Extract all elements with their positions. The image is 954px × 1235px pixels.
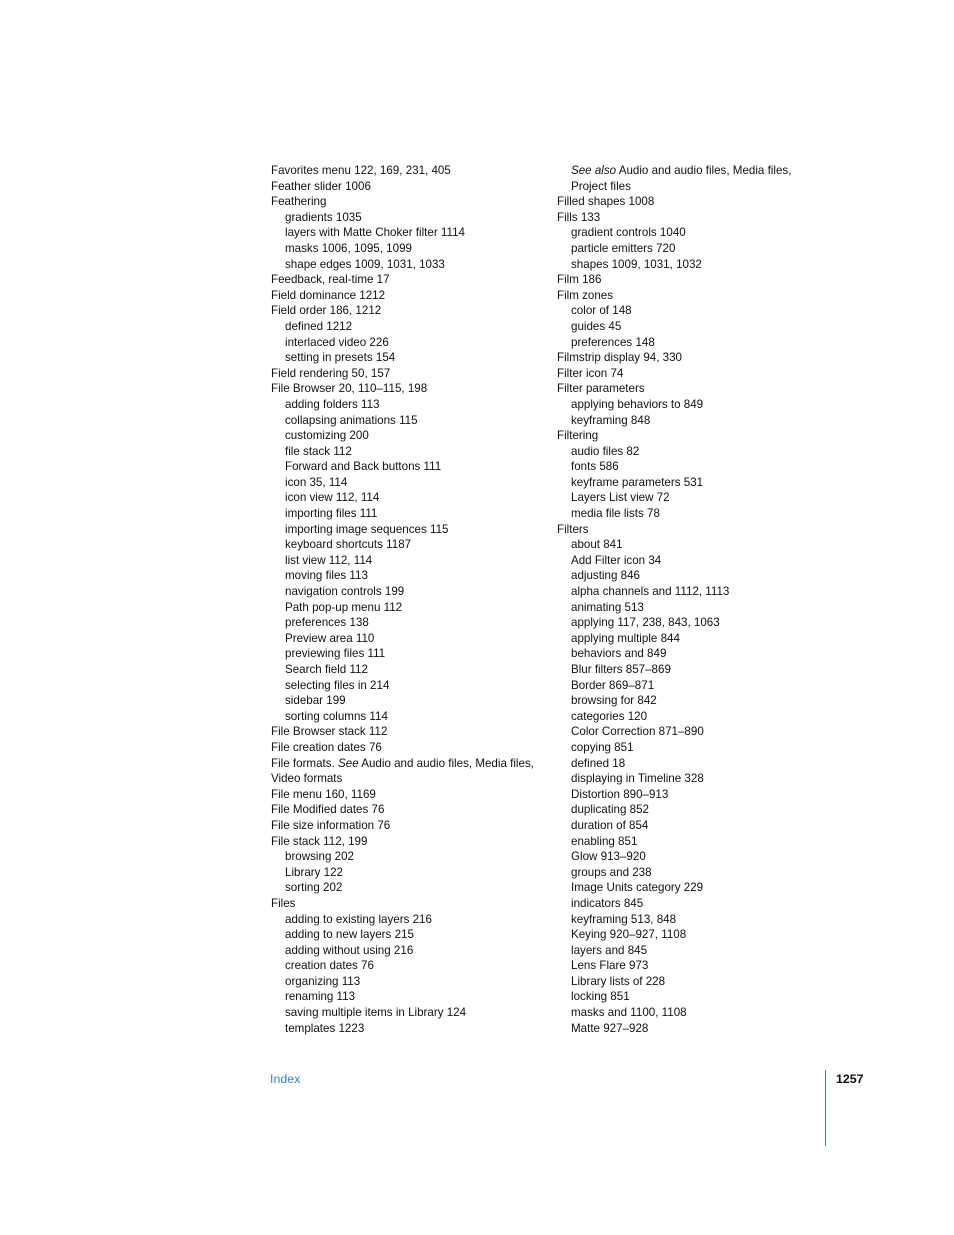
index-subentry: adjusting 846 [571, 569, 640, 583]
index-subentry: adding to new layers 215 [285, 928, 414, 942]
index-subentry: interlaced video 226 [285, 335, 389, 349]
index-subentry: layers with Matte Choker filter 1114 [285, 226, 465, 240]
index-subentry: organizing 113 [285, 974, 361, 988]
index-subentry: moving files 113 [285, 569, 368, 583]
index-entry: Filtering [557, 429, 599, 443]
index-entry: File menu 160, 1169 [271, 787, 376, 801]
index-subentry: Glow 913–920 [571, 850, 646, 864]
index-subentry: adding to existing layers 216 [285, 912, 432, 926]
index-subentry: sidebar 199 [285, 694, 346, 708]
cross-reference-targets: Audio and audio files, Media files, Video formats [271, 756, 534, 786]
index-subentry [557, 163, 827, 194]
index-subentry: alpha channels and 1112, 1113 [571, 585, 730, 599]
index-subentry: setting in presets 154 [285, 351, 396, 365]
index-subentry: masks and 1100, 1108 [571, 1006, 687, 1020]
index-subentry: guides 45 [571, 319, 622, 333]
index-subentry: about 841 [571, 538, 623, 552]
index-entry: File Modified dates 76 [271, 803, 385, 817]
index-subentry: Distortion 890–913 [571, 787, 669, 801]
page-number: 1257 [836, 1072, 864, 1086]
index-entry: Field dominance 1212 [271, 288, 386, 302]
index-subentry: Matte 927–928 [571, 1021, 649, 1035]
footer-section-label: Index [270, 1072, 301, 1086]
index-entry [271, 756, 541, 787]
cross-reference-label: See also [571, 164, 617, 177]
index-subentry: Preview area 110 [285, 631, 375, 645]
index-subentry: preferences 138 [285, 616, 369, 630]
index-subentry: list view 112, 114 [285, 553, 373, 567]
index-subentry: audio files 82 [571, 444, 640, 458]
index-subentry: color of 148 [571, 304, 632, 318]
index-subentry: selecting files in 214 [285, 678, 390, 692]
index-subentry: gradient controls 1040 [571, 226, 686, 240]
index-subentry: adding folders 113 [285, 397, 380, 411]
index-entry: Field order 186, 1212 [271, 304, 382, 318]
index-subentry: browsing for 842 [571, 694, 657, 708]
index-subentry: icon 35, 114 [285, 475, 348, 489]
index-subentry: templates 1223 [285, 1021, 365, 1035]
index-subentry: Keying 920–927, 1108 [571, 928, 687, 942]
index-column-right [557, 163, 847, 1036]
index-subentry: keyframing 848 [571, 413, 651, 427]
index-subentry: Library lists of 228 [571, 974, 666, 988]
index-entry: Filter parameters [557, 382, 645, 396]
index-subentry: renaming 113 [285, 990, 356, 1004]
index-subentry: applying 117, 238, 843, 1063 [571, 616, 720, 630]
index-subentry: importing files 111 [285, 507, 378, 521]
index-subentry: copying 851 [571, 740, 634, 754]
cross-reference-targets: Audio and audio files, Media files, Project files [571, 164, 792, 193]
index-entry: Filter icon 74 [557, 366, 624, 380]
index-entry: File Browser 20, 110–115, 198 [271, 382, 428, 396]
index-column-left [271, 163, 561, 1036]
index-subentry: shape edges 1009, 1031, 1033 [285, 257, 445, 271]
index-subentry: Lens Flare 973 [571, 959, 649, 973]
index-subentry: defined 18 [571, 756, 626, 770]
index-subentry: sorting columns 114 [285, 709, 388, 723]
index-subentry: importing image sequences 115 [285, 522, 449, 536]
index-subentry: collapsing animations 115 [285, 413, 418, 427]
index-entry: Filmstrip display 94, 330 [557, 351, 683, 365]
index-entry-term: File formats. [271, 756, 335, 770]
index-entry: File stack 112, 199 [271, 834, 368, 848]
index-subentry: Blur filters 857–869 [571, 663, 671, 676]
index-subentry: displaying in Timeline 328 [571, 772, 704, 786]
index-entry: File creation dates 76 [271, 740, 382, 754]
index-entry: Fills 133 [557, 210, 601, 224]
index-subentry: Library 122 [285, 865, 344, 879]
index-subentry: fonts 586 [571, 460, 619, 474]
index-subentry: shapes 1009, 1031, 1032 [571, 257, 702, 271]
cross-reference-label: See [338, 756, 359, 770]
index-subentry: Add Filter icon 34 [571, 553, 662, 567]
index-subentry: browsing 202 [285, 850, 354, 864]
index-entry: Feathering [271, 195, 327, 209]
index-subentry: previewing files 111 [285, 647, 386, 661]
index-subentry: navigation controls 199 [285, 585, 405, 599]
index-subentry: media file lists 78 [571, 507, 660, 521]
index-subentry: Path pop-up menu 112 [285, 600, 403, 614]
index-subentry: icon view 112, 114 [285, 491, 380, 505]
index-entry: Feedback, real-time 17 [271, 273, 390, 287]
index-subentry: masks 1006, 1095, 1099 [285, 241, 412, 255]
index-subentry: particle emitters 720 [571, 241, 676, 255]
index-subentry: applying multiple 844 [571, 631, 680, 645]
index-subentry: Image Units category 229 [571, 881, 704, 895]
index-subentry: indicators 845 [571, 896, 644, 910]
index-entry: File Browser stack 112 [271, 725, 388, 739]
footer-divider [825, 1070, 826, 1146]
index-subentry: animating 513 [571, 600, 644, 614]
index-entry: Filled shapes 1008 [557, 195, 655, 209]
index-subentry: layers and 845 [571, 943, 648, 957]
index-subentry: enabling 851 [571, 834, 638, 848]
index-subentry: Forward and Back buttons 111 [285, 460, 442, 474]
index-subentry: customizing 200 [285, 429, 369, 443]
index-entry: Favorites menu 122, 169, 231, 405 [271, 164, 451, 177]
index-subentry: Border 869–871 [571, 678, 655, 692]
index-subentry: saving multiple items in Library 124 [285, 1006, 467, 1020]
index-subentry: categories 120 [571, 709, 648, 723]
index-subentry: adding without using 216 [285, 943, 414, 957]
index-subentry: groups and 238 [571, 865, 652, 879]
index-subentry: creation dates 76 [285, 959, 374, 973]
index-entry: Files [271, 896, 296, 910]
index-subentry: keyframing 513, 848 [571, 912, 677, 926]
index-subentry: defined 1212 [285, 319, 353, 333]
index-entry: File size information 76 [271, 818, 391, 832]
index-subentry: keyboard shortcuts 1187 [285, 538, 412, 552]
index-entry: Field rendering 50, 157 [271, 366, 391, 380]
index-subentry: Color Correction 871–890 [571, 725, 704, 739]
index-entry: Film zones [557, 288, 614, 302]
index-subentry: Layers List view 72 [571, 491, 670, 505]
index-subentry: applying behaviors to 849 [571, 397, 704, 411]
index-entry: Film 186 [557, 273, 602, 287]
index-entry: Feather slider 1006 [271, 179, 371, 193]
index-subentry: locking 851 [571, 990, 630, 1004]
index-subentry: preferences 148 [571, 335, 655, 349]
index-subentry: file stack 112 [285, 444, 352, 458]
index-subentry: keyframe parameters 531 [571, 475, 704, 489]
index-subentry: duplicating 852 [571, 803, 649, 817]
index-subentry: behaviors and 849 [571, 647, 667, 661]
index-subentry: sorting 202 [285, 881, 343, 895]
index-subentry: Search field 112 [285, 663, 368, 676]
index-entry: Filters [557, 522, 589, 536]
index-subentry: duration of 854 [571, 818, 649, 832]
index-subentry: gradients 1035 [285, 210, 362, 224]
